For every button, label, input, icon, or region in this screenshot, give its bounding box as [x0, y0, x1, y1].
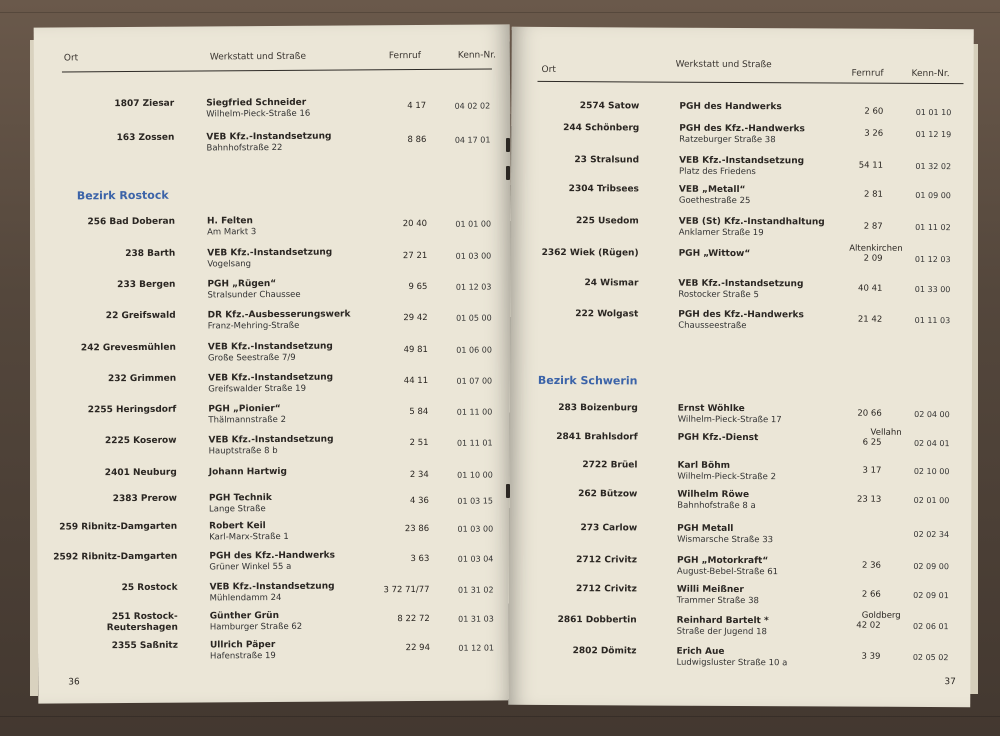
entry-fernruf: 8 86 [407, 134, 427, 146]
entry-street: Franz-Mehring-Straße [207, 320, 300, 332]
entry-kenn-nr: 01 31 02 [457, 585, 494, 595]
entry-place: 259 Ribnitz-Damgarten [59, 521, 178, 533]
entry-place: 23 Stralsund [574, 155, 640, 166]
entry-street: Wilhelm-Pieck-Straße 16 [206, 108, 311, 120]
left-page [34, 24, 515, 703]
entry-kenn-nr: 01 11 00 [456, 407, 493, 417]
entry-kenn-nr: 01 05 00 [456, 313, 492, 323]
entry-place: 244 Schönberg [563, 123, 640, 134]
wood-grain [0, 12, 1000, 13]
entry-kenn-nr: 02 10 00 [913, 466, 950, 477]
entry-place: 22 Greifswald [105, 310, 176, 322]
entry-kenn-nr: 01 03 00 [457, 524, 494, 534]
entry-workshop: VEB Kfz.-Instandsetzung [679, 155, 805, 167]
entry-workshop: Siegfried Schneider [206, 97, 307, 109]
entry-kenn-nr: 01 06 00 [456, 345, 492, 355]
entry-workshop: Ernst Wöhlke [677, 403, 745, 415]
entry-workshop: Erich Aue [676, 646, 725, 657]
entry-street: Bahnhofstraße 22 [206, 142, 283, 154]
entry-place: 2225 Koserow [104, 435, 177, 447]
entry-workshop: VEB „Metall“ [678, 184, 746, 196]
entry-fernruf: 49 81 [403, 344, 428, 356]
entry-place: 2802 Dömitz [572, 646, 637, 657]
entry-place: 2304 Tribsees [568, 184, 639, 195]
entry-workshop: VEB Kfz.-Instandsetzung [207, 247, 333, 259]
entry-place: 2401 Neuburg [104, 467, 177, 479]
entry-fernruf: 44 11 [403, 375, 429, 387]
entry-street: Hafenstraße 19 [210, 650, 276, 662]
entry-workshop: Wilhelm Röwe [677, 489, 750, 501]
entry-kenn-nr: 02 04 00 [914, 409, 950, 420]
entry-place: 238 Barth [125, 248, 176, 260]
entry-place: 242 Grevesmühlen [80, 342, 176, 354]
entry-fernruf: 21 42 [857, 314, 883, 325]
entry-kenn-nr: 02 02 34 [913, 529, 950, 540]
entry-workshop: VEB Kfz.-Instandsetzung [206, 131, 332, 143]
entry-fernruf: 2 81 [863, 189, 883, 200]
entry-workshop: PGH Kfz.-Dienst [677, 432, 759, 444]
entry-kenn-nr: 02 09 00 [913, 561, 949, 572]
entry-street: Goethestraße 25 [678, 195, 751, 207]
entry-place: 1807 Ziesar [114, 98, 175, 110]
entry-street: Lange Straße [208, 504, 266, 515]
entry-kenn-nr: 01 11 01 [456, 438, 493, 448]
entry-fernruf: 3 63 [410, 553, 430, 565]
entry-fernruf: 3 72 71/77 [383, 584, 430, 596]
entry-note: Altenkirchen [849, 243, 903, 254]
entry-street: Karl-Marx-Straße 1 [209, 531, 289, 543]
entry-fernruf: 20 40 [402, 218, 428, 230]
bezirk-heading: Bezirk Schwerin [537, 373, 638, 388]
entry-fernruf: 3 39 [861, 651, 881, 662]
binding-staple [506, 138, 510, 152]
entry-street: Hamburger Straße 62 [209, 621, 303, 633]
entry-fernruf: 23 86 [404, 523, 430, 535]
header-werkstatt: Werkstatt und Straße [209, 51, 307, 63]
entry-place: 2574 Satow [579, 101, 640, 112]
entry-place: 24 Wismar [584, 278, 639, 289]
entry-kenn-nr: 01 03 15 [457, 496, 493, 506]
entry-place: 25 Rostock [121, 582, 178, 594]
header-rule [62, 68, 492, 72]
entry-place: 2355 Saßnitz [111, 640, 178, 652]
entry-fernruf: 2 66 [861, 589, 881, 600]
entry-place: 2383 Prerow [112, 493, 177, 505]
entry-fernruf: 40 41 [858, 283, 883, 294]
entry-fernruf: 5 84 [409, 406, 429, 418]
entry-kenn-nr: 01 10 00 [457, 470, 493, 480]
entry-kenn-nr: 01 12 03 [455, 282, 492, 292]
entry-note: Vellahn [870, 427, 902, 438]
entry-street: Bahnhofstraße 8 a [677, 500, 756, 512]
binding-staple [506, 484, 510, 498]
entry-fernruf: 54 11 [858, 160, 884, 171]
entry-street: Am Markt 3 [207, 227, 257, 238]
header-ort: Ort [541, 64, 556, 76]
entry-fernruf: 3 26 [864, 128, 884, 139]
entry-kenn-nr: 04 02 02 [454, 101, 491, 111]
entry-workshop: Günther Grün [209, 610, 280, 622]
header-kenn: Kenn-Nr. [911, 68, 950, 80]
entry-kenn-nr: 01 09 00 [915, 190, 951, 201]
entry-street: Thälmannstraße 2 [208, 414, 287, 426]
entry-place: 283 Boizenburg [558, 403, 638, 414]
entry-street: Hauptstraße 8 b [208, 445, 278, 457]
entry-fernruf: 22 94 [405, 642, 431, 654]
entry-place: 222 Wolgast [575, 309, 639, 320]
entry-place: 2722 Brüel [582, 460, 638, 471]
entry-place: 163 Zossen [116, 132, 175, 144]
entry-workshop: PGH des Kfz.-Handwerks [679, 123, 805, 135]
entry-workshop: PGH „Motorkraft“ [676, 555, 769, 567]
entry-place: 262 Bützow [578, 489, 638, 500]
entry-workshop: PGH „Pionier“ [208, 403, 281, 415]
entry-fernruf: 3 17 [862, 465, 882, 476]
entry-kenn-nr: 01 03 00 [455, 251, 492, 261]
entry-fernruf: 2 51 [409, 437, 429, 449]
entry-workshop: Johann Hartwig [208, 466, 287, 478]
entry-place: 2255 Heringsdorf [87, 404, 177, 416]
entry-fernruf: 4 17 [407, 100, 427, 112]
header-rule [537, 81, 963, 85]
entry-fernruf: 29 42 [403, 312, 428, 324]
entry-workshop: VEB Kfz.-Instandsetzung [209, 581, 335, 593]
entry-workshop: PGH Metall [677, 523, 734, 534]
page-number: 37 [944, 677, 956, 688]
entry-fernruf: 27 21 [402, 250, 428, 262]
entry-kenn-nr: 01 12 03 [914, 254, 951, 265]
entry-fernruf: 8 22 72 [397, 613, 430, 625]
entry-place: 256 Bad Doberan [87, 216, 176, 228]
entry-fernruf: 6 25 [862, 437, 882, 448]
entry-street: Wilhelm-Pieck-Straße 2 [677, 471, 777, 483]
entry-kenn-nr: 02 06 01 [912, 621, 949, 632]
right-page [508, 27, 974, 707]
entry-kenn-nr: 01 11 03 [914, 315, 951, 326]
bezirk-heading: Bezirk Rostock [76, 188, 169, 203]
entry-kenn-nr: 02 04 01 [913, 438, 950, 449]
header-ort: Ort [63, 53, 79, 64]
entry-kenn-nr: 02 01 00 [913, 495, 950, 506]
entry-kenn-nr: 01 01 10 [915, 107, 952, 118]
entry-workshop: Karl Böhm [677, 460, 731, 471]
entry-workshop: PGH Technik [208, 493, 272, 504]
entry-workshop: VEB Kfz.-Instandsetzung [208, 372, 334, 384]
entry-workshop: Ullrich Päper [209, 639, 276, 651]
entry-place: 232 Grimmen [107, 373, 177, 385]
entry-workshop: Robert Keil [209, 521, 266, 532]
header-fernruf: Fernruf [388, 50, 421, 62]
entry-street: Platz des Friedens [678, 166, 756, 178]
entry-fernruf: 9 65 [408, 281, 428, 293]
entry-workshop: H. Felten [206, 216, 253, 227]
entry-workshop: Reinhard Bartelt * [676, 615, 769, 627]
entry-street: Ratzeburger Straße 38 [679, 134, 776, 146]
entry-street: Ludwigsluster Straße 10 a [676, 657, 788, 669]
entry-street: Vogelsang [207, 259, 252, 270]
entry-street: Rostocker Straße 5 [678, 289, 759, 301]
entry-kenn-nr: 01 31 03 [458, 614, 494, 624]
entry-kenn-nr: 01 03 04 [457, 554, 494, 564]
entry-place: 2712 Crivitz [576, 555, 638, 566]
entry-fernruf: 4 36 [409, 495, 429, 507]
entry-kenn-nr: 01 01 00 [455, 219, 492, 229]
entry-fernruf: 23 13 [856, 494, 882, 505]
entry-workshop: PGH des Kfz.-Handwerks [678, 309, 804, 321]
entry-kenn-nr: 01 32 02 [915, 161, 952, 172]
entry-street: Wilhelm-Pieck-Straße 17 [677, 414, 782, 426]
entry-place: 233 Bergen [117, 279, 176, 291]
entry-kenn-nr: 01 11 02 [915, 222, 951, 233]
entry-kenn-nr: 02 05 02 [912, 652, 949, 663]
entry-fernruf: 2 87 [863, 221, 883, 232]
entry-fernruf: 2 09 [863, 253, 883, 264]
entry-fernruf: 42 02 [856, 620, 881, 631]
entry-kenn-nr: 01 07 00 [456, 376, 493, 386]
entry-kenn-nr: 04 17 01 [454, 135, 491, 145]
entry-place: 2712 Crivitz [575, 584, 637, 595]
entry-fernruf: 2 34 [409, 469, 429, 481]
entry-street: Greifswalder Straße 19 [208, 383, 307, 395]
entry-workshop: Willi Meißner [676, 584, 744, 596]
entry-place: 2362 Wiek (Rügen) [541, 247, 639, 259]
entry-place: 273 Carlow [580, 523, 638, 534]
entry-workshop: VEB Kfz.-Instandsetzung [207, 341, 333, 353]
entry-place: 2592 Ribnitz-Damgarten [53, 551, 178, 563]
entry-fernruf: 20 66 [857, 408, 882, 419]
header-kenn: Kenn-Nr. [457, 50, 497, 61]
entry-workshop: PGH des Handwerks [679, 101, 782, 113]
entry-street: Mühlendamm 24 [209, 592, 282, 604]
entry-kenn-nr: 02 09 01 [913, 590, 949, 601]
entry-street: August-Bebel-Straße 61 [676, 566, 779, 578]
entry-street: Große Seestraße 7/9 [207, 352, 296, 364]
entry-place: 225 Usedom [576, 216, 639, 227]
entry-workshop: VEB Kfz.-Instandsetzung [208, 434, 334, 446]
entry-workshop: PGH „Rügen“ [207, 278, 277, 290]
entry-street: Anklamer Straße 19 [678, 227, 764, 239]
binding-staple [506, 166, 510, 180]
entry-workshop: PGH des Kfz.-Handwerks [209, 550, 335, 562]
entry-street: Straße der Jugend 18 [676, 626, 767, 638]
entry-street: Trammer Straße 38 [676, 595, 759, 607]
entry-fernruf: 2 60 [864, 106, 884, 117]
entry-note: Goldberg [861, 610, 901, 621]
entry-street: Stralsunder Chaussee [207, 289, 301, 301]
entry-workshop: DR Kfz.-Ausbesserungswerk [207, 309, 351, 321]
page-number: 36 [68, 677, 80, 688]
entry-street: Grüner Winkel 55 a [209, 561, 292, 573]
header-werkstatt: Werkstatt und Straße [675, 59, 772, 71]
entry-fernruf: 2 36 [861, 560, 881, 571]
entry-kenn-nr: 01 12 01 [458, 643, 495, 653]
entry-kenn-nr: 01 33 00 [914, 284, 951, 295]
wood-grain [0, 716, 1000, 717]
entry-workshop: PGH „Wittow“ [678, 248, 751, 260]
entry-workshop: VEB (St) Kfz.-Instandhaltung [678, 216, 825, 228]
entry-place: 2841 Brahlsdorf [556, 432, 638, 443]
entry-street: Wismarsche Straße 33 [677, 534, 774, 546]
entry-workshop: VEB Kfz.-Instandsetzung [678, 278, 804, 290]
header-fernruf: Fernruf [851, 68, 884, 79]
entry-kenn-nr: 01 12 19 [915, 129, 952, 140]
entry-place: 2861 Dobbertin [557, 615, 637, 626]
entry-place: 251 Rostock-Reutershagen [106, 611, 178, 634]
entry-street: Chausseestraße [678, 320, 747, 332]
